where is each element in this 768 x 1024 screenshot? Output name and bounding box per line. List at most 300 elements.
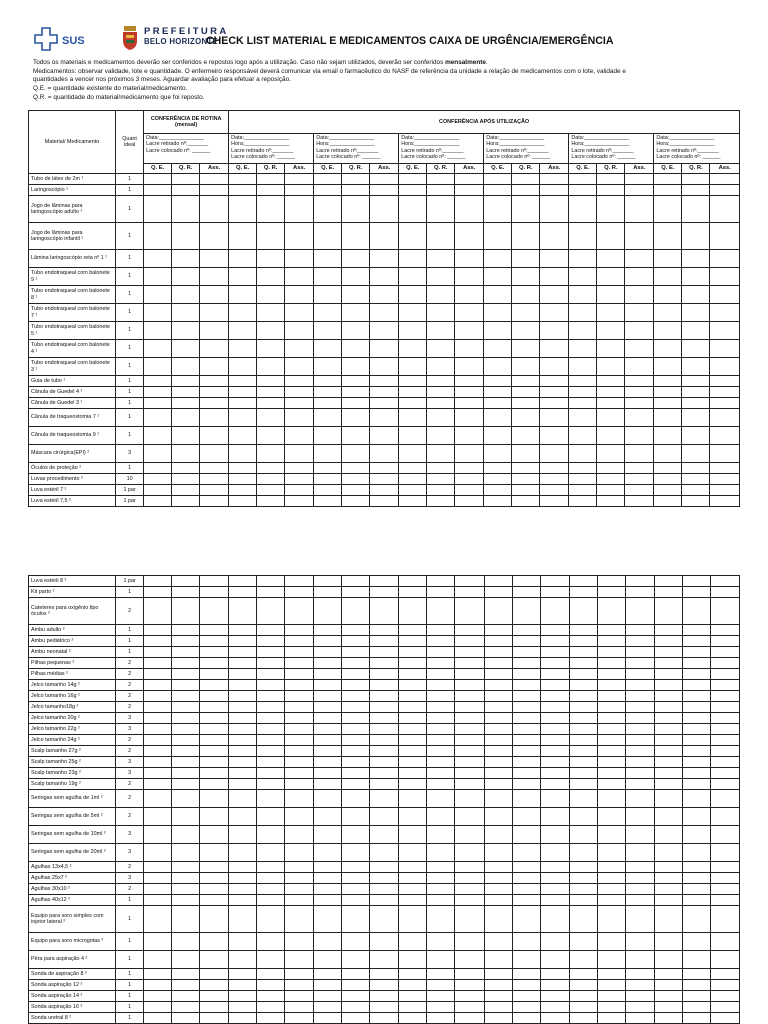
check-cell[interactable] (540, 884, 569, 895)
check-cell[interactable] (710, 625, 739, 636)
check-cell[interactable] (200, 702, 229, 713)
check-cell[interactable] (625, 598, 654, 625)
check-cell[interactable] (257, 250, 285, 268)
check-cell[interactable] (710, 409, 740, 427)
check-cell[interactable] (314, 779, 342, 790)
check-cell[interactable] (427, 485, 455, 496)
check-cell[interactable] (484, 735, 512, 746)
check-cell[interactable] (314, 268, 342, 286)
check-cell[interactable] (484, 757, 512, 768)
check-cell[interactable] (172, 463, 200, 474)
check-cell[interactable] (710, 757, 739, 768)
check-cell[interactable] (342, 358, 370, 376)
check-cell[interactable] (625, 862, 654, 873)
check-cell[interactable] (342, 286, 370, 304)
check-cell[interactable] (200, 735, 229, 746)
check-cell[interactable] (569, 1013, 597, 1024)
check-cell[interactable] (512, 625, 540, 636)
check-cell[interactable] (512, 713, 540, 724)
check-cell[interactable] (682, 991, 710, 1002)
check-cell[interactable] (370, 496, 399, 507)
check-cell[interactable] (257, 779, 285, 790)
check-cell[interactable] (625, 779, 654, 790)
check-cell[interactable] (597, 485, 625, 496)
check-cell[interactable] (370, 980, 399, 991)
check-cell[interactable] (200, 969, 229, 980)
check-cell[interactable] (512, 485, 540, 496)
check-cell[interactable] (484, 669, 512, 680)
check-cell[interactable] (455, 1002, 484, 1013)
check-cell[interactable] (427, 647, 455, 658)
check-cell[interactable] (654, 669, 682, 680)
check-cell[interactable] (654, 779, 682, 790)
check-cell[interactable] (710, 768, 739, 779)
check-cell[interactable] (229, 445, 257, 463)
check-cell[interactable] (314, 587, 342, 598)
check-cell[interactable] (229, 980, 257, 991)
check-cell[interactable] (314, 873, 342, 884)
check-cell[interactable] (484, 844, 512, 862)
check-cell[interactable] (512, 268, 540, 286)
check-cell[interactable] (597, 933, 625, 951)
check-cell[interactable] (399, 223, 427, 250)
check-cell[interactable] (682, 322, 710, 340)
check-cell[interactable] (597, 409, 625, 427)
check-cell[interactable] (455, 268, 484, 286)
check-cell[interactable] (654, 980, 682, 991)
check-cell[interactable] (540, 1002, 569, 1013)
check-cell[interactable] (569, 636, 597, 647)
check-cell[interactable] (144, 598, 172, 625)
check-cell[interactable] (229, 250, 257, 268)
check-cell[interactable] (540, 340, 569, 358)
check-cell[interactable] (257, 598, 285, 625)
check-cell[interactable] (625, 680, 654, 691)
check-cell[interactable] (314, 826, 342, 844)
check-cell[interactable] (285, 669, 314, 680)
check-cell[interactable] (597, 185, 625, 196)
check-cell[interactable] (399, 398, 427, 409)
check-cell[interactable] (540, 598, 569, 625)
check-cell[interactable] (654, 474, 682, 485)
check-cell[interactable] (682, 862, 710, 873)
check-cell[interactable] (229, 376, 257, 387)
check-cell[interactable] (597, 906, 625, 933)
check-cell[interactable] (484, 625, 512, 636)
check-cell[interactable] (370, 376, 399, 387)
check-cell[interactable] (625, 808, 654, 826)
check-cell[interactable] (314, 398, 342, 409)
check-cell[interactable] (455, 196, 484, 223)
check-cell[interactable] (144, 680, 172, 691)
check-cell[interactable] (512, 895, 540, 906)
check-cell[interactable] (172, 174, 200, 185)
check-cell[interactable] (342, 409, 370, 427)
check-cell[interactable] (342, 250, 370, 268)
check-cell[interactable] (229, 398, 257, 409)
check-cell[interactable] (257, 496, 285, 507)
check-cell[interactable] (569, 598, 597, 625)
check-cell[interactable] (399, 196, 427, 223)
check-cell[interactable] (257, 746, 285, 757)
check-cell[interactable] (257, 702, 285, 713)
check-cell[interactable] (682, 808, 710, 826)
check-cell[interactable] (455, 808, 484, 826)
check-cell[interactable] (540, 768, 569, 779)
check-cell[interactable] (200, 790, 229, 808)
check-cell[interactable] (229, 587, 257, 598)
check-cell[interactable] (427, 746, 455, 757)
check-cell[interactable] (144, 980, 172, 991)
check-cell[interactable] (569, 174, 597, 185)
check-cell[interactable] (427, 598, 455, 625)
check-cell[interactable] (484, 304, 512, 322)
check-cell[interactable] (654, 790, 682, 808)
check-cell[interactable] (597, 445, 625, 463)
check-cell[interactable] (654, 185, 682, 196)
check-cell[interactable] (540, 826, 569, 844)
check-cell[interactable] (172, 340, 200, 358)
check-cell[interactable] (229, 387, 257, 398)
check-cell[interactable] (399, 779, 427, 790)
check-cell[interactable] (484, 587, 512, 598)
check-cell[interactable] (370, 286, 399, 304)
check-cell[interactable] (200, 713, 229, 724)
check-cell[interactable] (257, 1002, 285, 1013)
check-cell[interactable] (427, 969, 455, 980)
check-cell[interactable] (427, 427, 455, 445)
check-cell[interactable] (512, 647, 540, 658)
check-cell[interactable] (370, 826, 399, 844)
check-cell[interactable] (540, 268, 569, 286)
check-cell[interactable] (427, 286, 455, 304)
check-cell[interactable] (427, 951, 455, 969)
check-cell[interactable] (710, 250, 740, 268)
check-cell[interactable] (229, 969, 257, 980)
check-cell[interactable] (484, 409, 512, 427)
check-cell[interactable] (370, 658, 399, 669)
check-cell[interactable] (512, 779, 540, 790)
check-cell[interactable] (484, 598, 512, 625)
check-cell[interactable] (229, 826, 257, 844)
check-cell[interactable] (654, 906, 682, 933)
check-cell[interactable] (512, 906, 540, 933)
check-cell[interactable] (399, 991, 427, 1002)
check-cell[interactable] (710, 826, 739, 844)
check-cell[interactable] (569, 1002, 597, 1013)
check-cell[interactable] (484, 647, 512, 658)
check-cell[interactable] (569, 358, 597, 376)
check-cell[interactable] (484, 933, 512, 951)
check-cell[interactable] (342, 304, 370, 322)
check-cell[interactable] (144, 268, 172, 286)
check-cell[interactable] (229, 598, 257, 625)
check-cell[interactable] (455, 862, 484, 873)
check-cell[interactable] (512, 322, 540, 340)
check-cell[interactable] (314, 358, 342, 376)
check-cell[interactable] (569, 969, 597, 980)
check-cell[interactable] (200, 427, 229, 445)
check-cell[interactable] (285, 702, 314, 713)
check-cell[interactable] (314, 933, 342, 951)
check-cell[interactable] (342, 658, 370, 669)
check-cell[interactable] (682, 647, 710, 658)
check-cell[interactable] (172, 724, 200, 735)
check-cell[interactable] (682, 713, 710, 724)
check-cell[interactable] (172, 268, 200, 286)
check-cell[interactable] (597, 463, 625, 474)
check-cell[interactable] (200, 625, 229, 636)
check-cell[interactable] (427, 768, 455, 779)
check-cell[interactable] (200, 598, 229, 625)
check-cell[interactable] (654, 1002, 682, 1013)
check-cell[interactable] (427, 340, 455, 358)
check-cell[interactable] (200, 185, 229, 196)
check-cell[interactable] (512, 598, 540, 625)
check-cell[interactable] (342, 398, 370, 409)
check-cell[interactable] (200, 250, 229, 268)
check-cell[interactable] (342, 873, 370, 884)
check-cell[interactable] (569, 658, 597, 669)
check-cell[interactable] (654, 746, 682, 757)
check-cell[interactable] (342, 746, 370, 757)
check-cell[interactable] (455, 1013, 484, 1024)
check-cell[interactable] (144, 445, 172, 463)
check-cell[interactable] (484, 463, 512, 474)
check-cell[interactable] (257, 808, 285, 826)
check-cell[interactable] (625, 196, 654, 223)
check-cell[interactable] (654, 398, 682, 409)
check-cell[interactable] (682, 587, 710, 598)
check-cell[interactable] (597, 862, 625, 873)
check-cell[interactable] (257, 884, 285, 895)
check-cell[interactable] (342, 757, 370, 768)
check-cell[interactable] (484, 991, 512, 1002)
check-cell[interactable] (597, 951, 625, 969)
check-cell[interactable] (455, 746, 484, 757)
check-cell[interactable] (597, 636, 625, 647)
check-cell[interactable] (569, 933, 597, 951)
check-cell[interactable] (399, 713, 427, 724)
check-cell[interactable] (427, 625, 455, 636)
check-cell[interactable] (200, 485, 229, 496)
check-cell[interactable] (200, 322, 229, 340)
check-cell[interactable] (427, 376, 455, 387)
check-cell[interactable] (484, 862, 512, 873)
check-cell[interactable] (654, 625, 682, 636)
check-cell[interactable] (427, 991, 455, 1002)
check-cell[interactable] (370, 185, 399, 196)
check-cell[interactable] (427, 862, 455, 873)
check-cell[interactable] (144, 884, 172, 895)
check-cell[interactable] (484, 485, 512, 496)
check-cell[interactable] (597, 826, 625, 844)
check-cell[interactable] (399, 969, 427, 980)
check-cell[interactable] (710, 969, 739, 980)
check-cell[interactable] (540, 636, 569, 647)
check-cell[interactable] (597, 1013, 625, 1024)
check-cell[interactable] (342, 376, 370, 387)
check-cell[interactable] (625, 691, 654, 702)
check-cell[interactable] (710, 669, 739, 680)
check-cell[interactable] (399, 474, 427, 485)
check-cell[interactable] (172, 196, 200, 223)
check-cell[interactable] (342, 768, 370, 779)
check-cell[interactable] (569, 669, 597, 680)
check-cell[interactable] (484, 884, 512, 895)
check-cell[interactable] (710, 322, 740, 340)
check-cell[interactable] (172, 779, 200, 790)
check-cell[interactable] (597, 647, 625, 658)
check-cell[interactable] (172, 884, 200, 895)
check-cell[interactable] (144, 223, 172, 250)
check-cell[interactable] (569, 702, 597, 713)
check-cell[interactable] (597, 658, 625, 669)
check-cell[interactable] (682, 286, 710, 304)
check-cell[interactable] (597, 844, 625, 862)
check-cell[interactable] (569, 746, 597, 757)
check-cell[interactable] (682, 1002, 710, 1013)
check-cell[interactable] (285, 250, 314, 268)
check-cell[interactable] (399, 174, 427, 185)
check-cell[interactable] (540, 991, 569, 1002)
check-cell[interactable] (144, 625, 172, 636)
check-cell[interactable] (172, 409, 200, 427)
check-cell[interactable] (144, 713, 172, 724)
check-cell[interactable] (200, 895, 229, 906)
check-cell[interactable] (569, 768, 597, 779)
check-cell[interactable] (285, 895, 314, 906)
check-cell[interactable] (257, 340, 285, 358)
check-cell[interactable] (229, 873, 257, 884)
check-cell[interactable] (229, 268, 257, 286)
check-cell[interactable] (172, 862, 200, 873)
check-cell[interactable] (399, 757, 427, 768)
check-cell[interactable] (257, 980, 285, 991)
check-cell[interactable] (285, 658, 314, 669)
check-cell[interactable] (172, 398, 200, 409)
check-cell[interactable] (682, 826, 710, 844)
check-cell[interactable] (540, 174, 569, 185)
check-cell[interactable] (682, 427, 710, 445)
check-cell[interactable] (455, 757, 484, 768)
check-cell[interactable] (625, 933, 654, 951)
check-cell[interactable] (654, 598, 682, 625)
check-cell[interactable] (285, 724, 314, 735)
check-cell[interactable] (200, 991, 229, 1002)
check-cell[interactable] (314, 376, 342, 387)
check-cell[interactable] (484, 286, 512, 304)
check-cell[interactable] (484, 826, 512, 844)
check-cell[interactable] (654, 873, 682, 884)
check-cell[interactable] (569, 576, 597, 587)
check-cell[interactable] (569, 409, 597, 427)
check-cell[interactable] (200, 873, 229, 884)
check-cell[interactable] (257, 445, 285, 463)
check-cell[interactable] (314, 895, 342, 906)
check-cell[interactable] (399, 884, 427, 895)
check-cell[interactable] (484, 322, 512, 340)
check-cell[interactable] (710, 398, 740, 409)
check-cell[interactable] (370, 322, 399, 340)
check-cell[interactable] (710, 951, 739, 969)
check-cell[interactable] (257, 409, 285, 427)
check-cell[interactable] (229, 790, 257, 808)
check-cell[interactable] (710, 174, 740, 185)
check-cell[interactable] (455, 625, 484, 636)
check-cell[interactable] (172, 951, 200, 969)
check-cell[interactable] (710, 895, 739, 906)
check-cell[interactable] (399, 724, 427, 735)
check-cell[interactable] (512, 387, 540, 398)
check-cell[interactable] (314, 322, 342, 340)
check-cell[interactable] (427, 757, 455, 768)
check-cell[interactable] (285, 625, 314, 636)
check-cell[interactable] (370, 808, 399, 826)
check-cell[interactable] (597, 757, 625, 768)
check-cell[interactable] (512, 576, 540, 587)
check-cell[interactable] (682, 969, 710, 980)
check-cell[interactable] (540, 625, 569, 636)
check-cell[interactable] (285, 474, 314, 485)
check-cell[interactable] (427, 322, 455, 340)
check-cell[interactable] (285, 844, 314, 862)
check-cell[interactable] (597, 174, 625, 185)
check-cell[interactable] (144, 576, 172, 587)
check-cell[interactable] (229, 174, 257, 185)
check-cell[interactable] (654, 862, 682, 873)
check-cell[interactable] (654, 376, 682, 387)
check-cell[interactable] (285, 980, 314, 991)
check-cell[interactable] (399, 598, 427, 625)
check-cell[interactable] (569, 895, 597, 906)
check-cell[interactable] (710, 576, 739, 587)
check-cell[interactable] (597, 474, 625, 485)
check-cell[interactable] (427, 636, 455, 647)
check-cell[interactable] (200, 658, 229, 669)
check-cell[interactable] (427, 196, 455, 223)
check-cell[interactable] (455, 427, 484, 445)
check-cell[interactable] (200, 724, 229, 735)
check-cell[interactable] (229, 223, 257, 250)
check-cell[interactable] (427, 735, 455, 746)
check-cell[interactable] (540, 680, 569, 691)
check-cell[interactable] (625, 463, 654, 474)
check-cell[interactable] (427, 658, 455, 669)
check-cell[interactable] (370, 790, 399, 808)
check-cell[interactable] (455, 376, 484, 387)
check-cell[interactable] (399, 485, 427, 496)
check-cell[interactable] (172, 969, 200, 980)
check-cell[interactable] (399, 862, 427, 873)
check-cell[interactable] (370, 713, 399, 724)
check-cell[interactable] (569, 873, 597, 884)
check-cell[interactable] (597, 790, 625, 808)
check-cell[interactable] (370, 735, 399, 746)
check-cell[interactable] (484, 895, 512, 906)
check-cell[interactable] (484, 387, 512, 398)
check-cell[interactable] (257, 844, 285, 862)
check-cell[interactable] (285, 223, 314, 250)
check-cell[interactable] (172, 625, 200, 636)
check-cell[interactable] (484, 906, 512, 933)
check-cell[interactable] (314, 884, 342, 895)
check-cell[interactable] (682, 223, 710, 250)
check-cell[interactable] (229, 680, 257, 691)
check-cell[interactable] (597, 376, 625, 387)
check-cell[interactable] (682, 474, 710, 485)
check-cell[interactable] (200, 1002, 229, 1013)
